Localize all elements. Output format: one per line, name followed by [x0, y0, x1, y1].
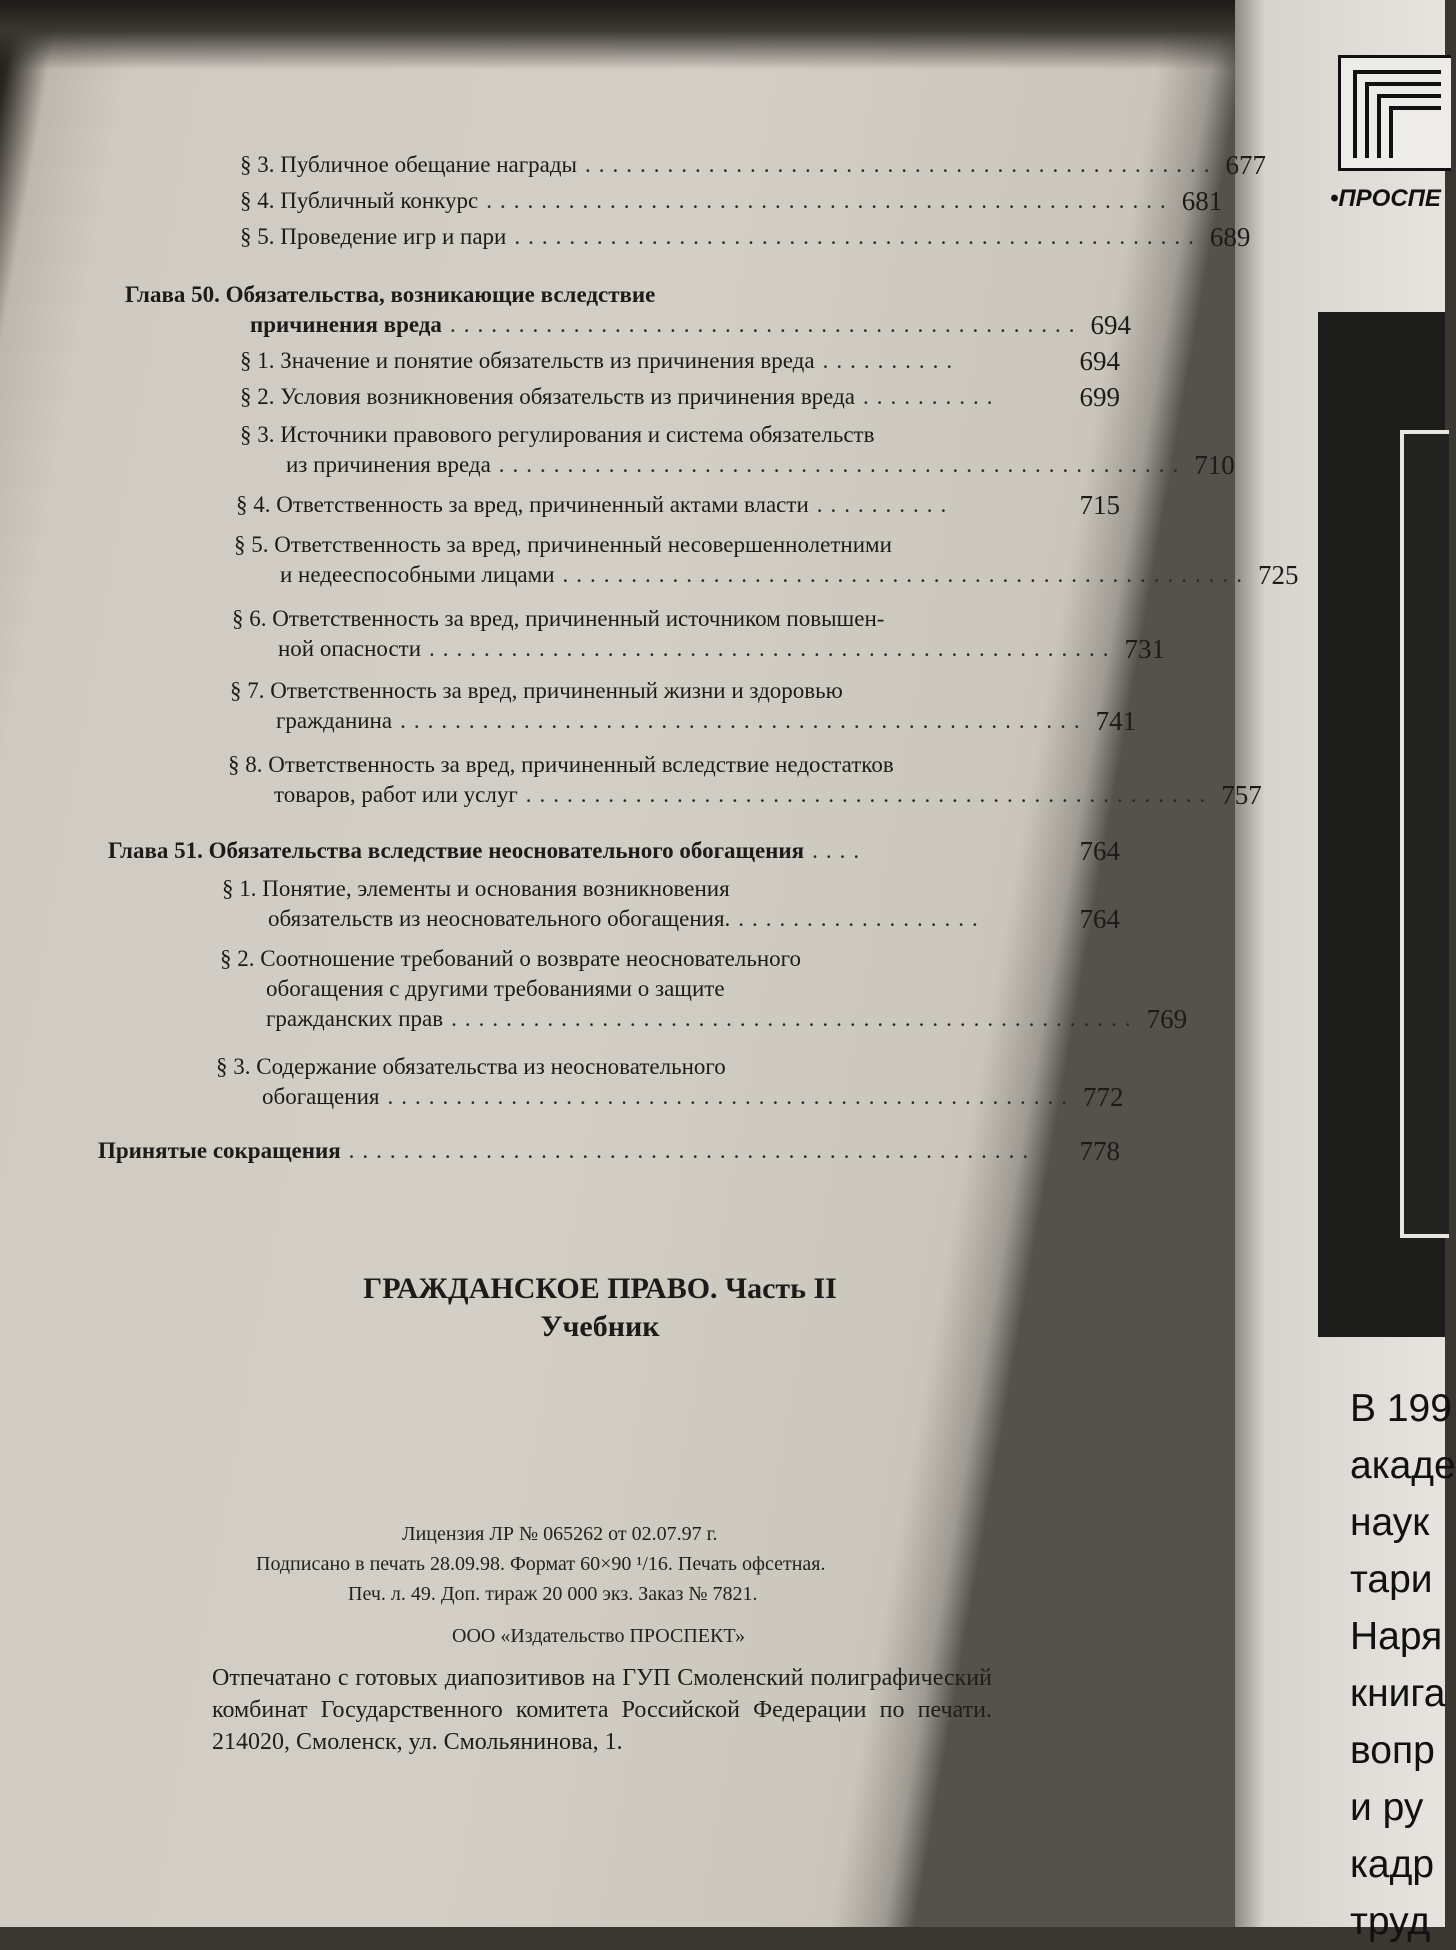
print-signed-line: Подписано в печать 28.09.98. Формат 60×90 ¹/16. Печать офсетная. — [256, 1553, 826, 1575]
toc-row: § 2. Соотношение требований о возврате неосновательного обогащения с другими требованиями о защите гражданских прав .................................................. 769 — [220, 946, 1188, 1034]
publisher-line: ООО «Издательство ПРОСПЕКТ» — [452, 1625, 746, 1647]
toc-entry-title: гражданских прав — [266, 1006, 444, 1031]
toc-row: § 7. Ответственность за вред, причиненный жизни и здоровью гражданина .................................................. 741 — [230, 678, 1137, 736]
publisher-logo-text: •ПРОСПЕ — [1330, 185, 1441, 212]
toc-page-number: 699 — [1079, 382, 1120, 412]
toc-entry-title: обогащения с другими требованиями о защите — [266, 976, 725, 1001]
toc-entry-title: § 2. Условия возникновения обязательств из причинения вреда — [240, 384, 856, 409]
toc-chapter-row: Глава 51. Обязательства вследствие неосновательного обогащения .... 764 — [108, 836, 1120, 866]
toc-entry-title: причинения вреда — [250, 312, 442, 337]
toc-page-number: 764 — [1079, 904, 1120, 934]
printed-by-paragraph: Отпечатано с готовых диапозитивов на ГУП Смоленский полиграфический комбинат Государственного комитета Российской Федерации по печати. 214020, Смоленск, ул. Смольянинова, 1. — [212, 1665, 992, 1755]
toc-entry-title: Глава 51. Обязательства вследствие неосновательного обогащения — [108, 838, 805, 863]
toc-entry-title: § 7. Ответственность за вред, причиненный жизни и здоровью — [230, 678, 843, 703]
toc-page-number: 764 — [1079, 836, 1120, 866]
toc-entry-title: § 2. Соотношение требований о возврате неосновательного — [220, 946, 802, 971]
cover-image-frame — [1400, 430, 1449, 1238]
toc-entry-title: обогащения — [262, 1084, 380, 1109]
right-page-line: Наря — [1350, 1615, 1443, 1658]
toc-entry-title: Глава 50. Обязательства, возникающие вследствие — [125, 282, 656, 307]
print-sheets-line: Печ. л. 49. Доп. тираж 20 000 экз. Заказ № 7821. — [348, 1583, 758, 1605]
publisher-logo — [1338, 55, 1451, 171]
right-page-text — [1350, 1380, 1456, 1950]
toc-entry-title: и недееспособными лицами — [280, 562, 555, 587]
right-page-line: и ру — [1350, 1786, 1424, 1829]
toc-page-number: 772 — [1082, 1082, 1124, 1112]
toc-entry-title: § 1. Значение и понятие обязательств из причинения вреда — [240, 348, 815, 373]
toc-page-number: 731 — [1124, 634, 1166, 664]
toc-page-number: 689 — [1209, 222, 1251, 252]
toc-entry-title: § 3. Содержание обязательства из неосновательного — [216, 1054, 726, 1079]
right-page-line: акаде — [1350, 1444, 1456, 1487]
right-page-line: тари — [1350, 1558, 1433, 1601]
toc-row: § 5. Ответственность за вред, причиненный несовершеннолетними и недееспособными лицами .................................................. 725 — [234, 532, 1299, 590]
toc-row: § 3. Источники правового регулирования и система обязательств из причинения вреда .................................................. 710 — [240, 422, 1235, 480]
toc-page-number: 725 — [1258, 560, 1299, 590]
toc-page-number: 715 — [1079, 490, 1120, 520]
toc-entry-title: § 3. Источники правового регулирования и система обязательств — [240, 422, 875, 447]
toc-entry-title: ной опасности — [278, 636, 422, 661]
right-page-line: кадр — [1350, 1843, 1435, 1886]
toc-entry-title: § 4. Публичный конкурс — [240, 188, 479, 213]
toc-row: § 1. Понятие, элементы и основания возникновения обязательств из неосновательного обогащения. .................. 764 — [222, 876, 1120, 934]
toc-row: § 1. Значение и понятие обязательств из причинения вреда .......... 694 — [240, 346, 1120, 376]
toc-entry-title: § 6. Ответственность за вред, причиненный источником повышен- — [232, 606, 885, 631]
toc-row: § 5. Проведение игр и пари .................................................. 689 — [240, 222, 1251, 252]
toc-entry-title: из причинения вреда — [286, 452, 491, 477]
toc-page-number: 778 — [1079, 1136, 1120, 1166]
right-page-line: вопр — [1350, 1729, 1435, 1772]
right-page-line: наук — [1350, 1501, 1430, 1544]
toc-page-number: 757 — [1221, 780, 1262, 810]
license-line: Лицензия ЛР № 065262 от 02.07.97 г. — [402, 1523, 718, 1545]
toc-page-number: 677 — [1225, 150, 1267, 180]
toc-page-number: 694 — [1079, 346, 1120, 376]
toc-entry-title: § 1. Понятие, элементы и основания возникновения — [222, 876, 730, 901]
toc-entry-title: § 3. Публичное обещание награды — [240, 152, 578, 177]
toc-chapter-row: Глава 50. Обязательства, возникающие вследствие причинения вреда .............................................. 694 — [125, 282, 1131, 340]
right-page-line: книга — [1350, 1672, 1446, 1715]
book-subtitle: Учебник — [540, 1310, 660, 1343]
toc-page-number: 710 — [1194, 450, 1235, 480]
toc-page-number: 769 — [1146, 1004, 1188, 1034]
toc-entry-title: товаров, работ или услуг — [274, 782, 518, 807]
book-title: ГРАЖДАНСКОЕ ПРАВО. Часть II — [363, 1272, 837, 1305]
toc-row-abbreviations: Принятые сокращения .................................................. 778 — [98, 1136, 1120, 1166]
toc-page-number: 741 — [1095, 706, 1137, 736]
toc-row: § 4. Публичный конкурс .................................................. 681 — [240, 186, 1223, 216]
toc-entry-title: § 4. Ответственность за вред, причиненный актами власти — [236, 492, 809, 517]
toc-entry-title: § 5. Проведение игр и пари — [240, 224, 507, 249]
toc-page-number: 694 — [1090, 310, 1131, 340]
right-page-line: В 199 — [1350, 1387, 1452, 1430]
toc-page-number: 681 — [1181, 186, 1223, 216]
publisher-logo-icon — [1341, 58, 1451, 168]
toc-entry-title: § 5. Ответственность за вред, причиненный несовершеннолетними — [234, 532, 892, 557]
right-page-line: труд — [1350, 1900, 1431, 1943]
toc-row: § 6. Ответственность за вред, причиненный источником повышен- ной опасности .................................................. 731 — [232, 606, 1166, 664]
toc-entry-title: гражданина — [276, 708, 393, 733]
toc-row: § 3. Содержание обязательства из неосновательного обогащения .................................................. 772 — [216, 1054, 1124, 1112]
book-title-block — [300, 1270, 900, 1346]
toc-row: § 3. Публичное обещание награды .............................................. 677 — [240, 150, 1267, 180]
toc-row: § 8. Ответственность за вред, причиненный вследствие недостатков товаров, работ или услуг .................................................. 757 — [228, 752, 1262, 810]
toc-entry-title: § 8. Ответственность за вред, причиненный вследствие недостатков — [228, 752, 894, 777]
toc-row: § 4. Ответственность за вред, причиненный актами власти .......... 715 — [236, 490, 1120, 520]
toc-row: § 2. Условия возникновения обязательств из причинения вреда .......... 699 — [240, 382, 1120, 412]
toc-entry-title: Принятые сокращения — [98, 1138, 341, 1163]
toc-entry-title: обязательств из неосновательного обогащения. — [268, 906, 731, 931]
